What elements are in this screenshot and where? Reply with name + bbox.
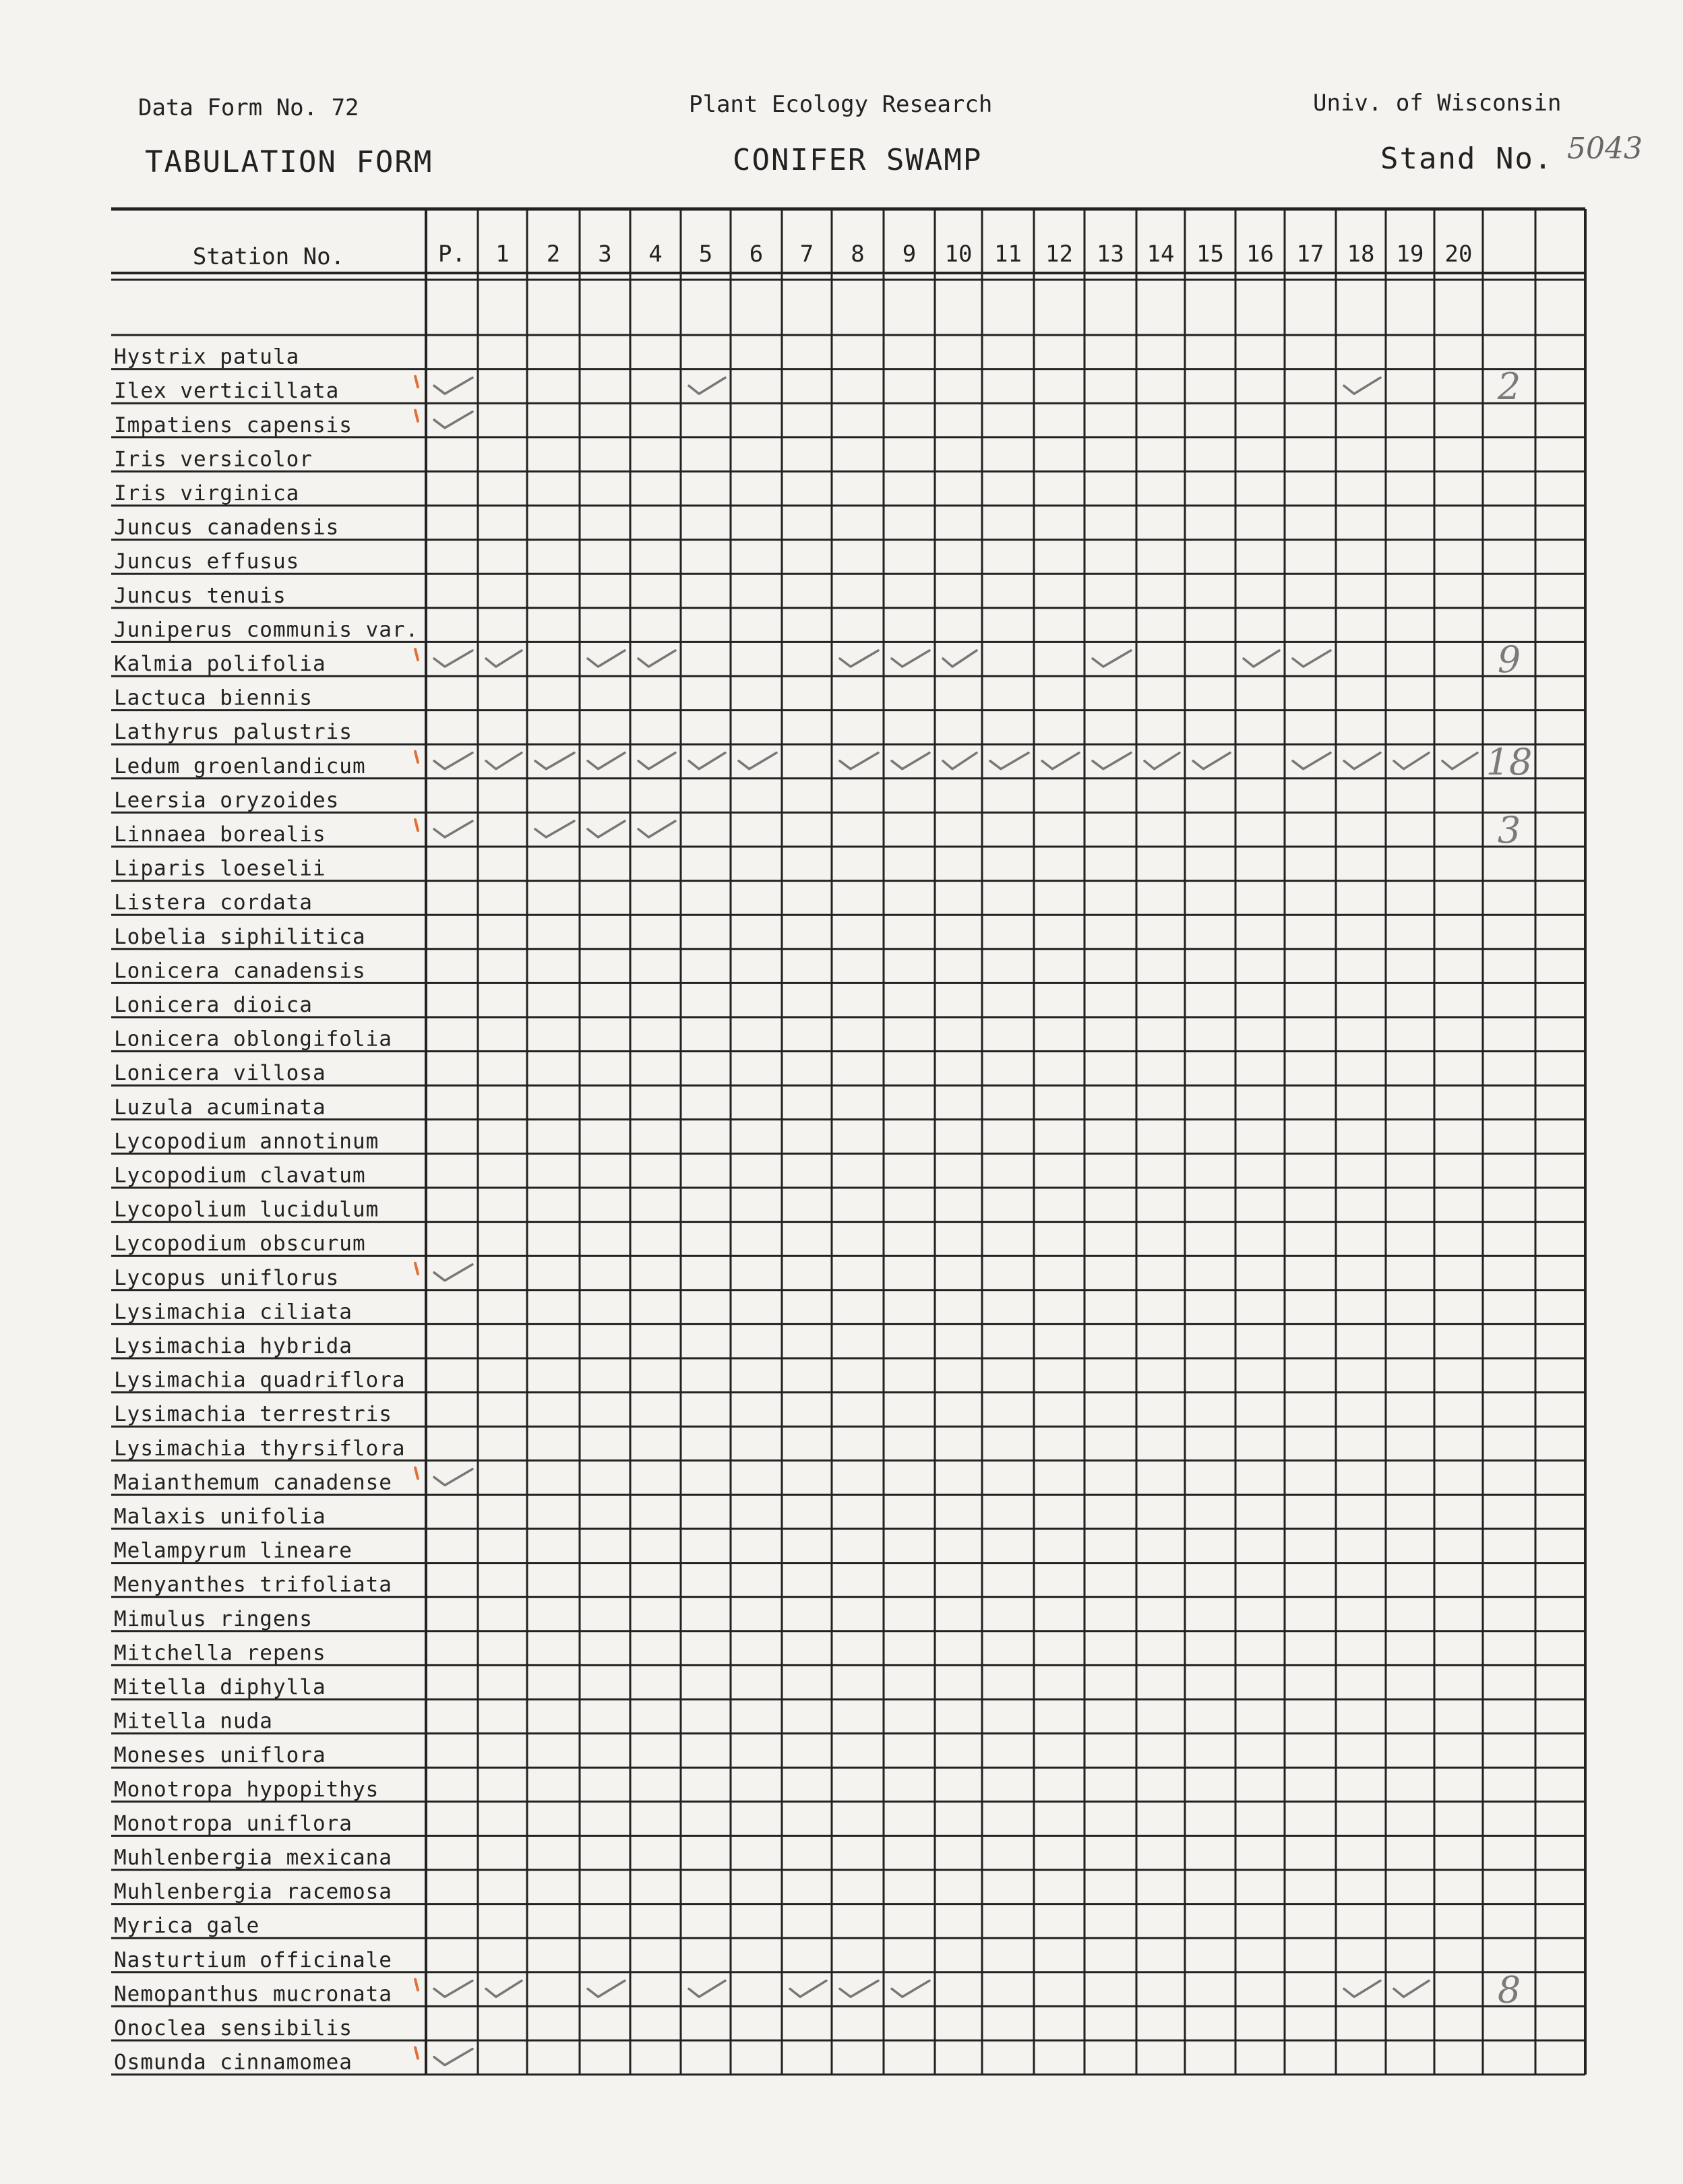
column-label-6: 6 [749,241,764,268]
research-title: Plant Ecology Research [689,91,993,118]
species-name: Myrica gale [114,1914,260,1939]
checkmark-icon [790,1980,826,1997]
checkmark-icon [588,821,625,837]
checkmark-icon [1344,1980,1380,1997]
species-name: Juncus canadensis [114,515,340,540]
checkmark-icon [990,753,1029,769]
species-name: Osmunda cinnamomea [114,2050,353,2075]
checkmark-icon [892,650,929,667]
species-name: Onoclea sensibilis [114,2016,353,2040]
checkmark-icon [434,1980,472,1997]
form-title: TABULATION FORM [145,145,433,179]
species-name: Lycopodium annotinum [114,1129,379,1154]
column-label-9: 9 [902,241,917,268]
column-label-17: 17 [1296,241,1324,268]
species-name: Maianthemum canadense [114,1470,392,1495]
column-label-13: 13 [1097,241,1124,268]
species-name: Leersia oryzoides [114,788,340,813]
form-number: Data Form No. 72 [138,94,359,121]
checkmark-icon [892,1980,929,1997]
community-title: CONIFER SWAMP [733,143,983,177]
checkmark-icon [892,753,929,769]
column-label-20: 20 [1444,241,1473,268]
red-pencil-mark [415,376,418,387]
species-name: Lonicera oblongifolia [114,1027,392,1052]
species-name: Kalmia polifolia [114,652,326,676]
species-name: Lycopodium obscurum [114,1232,366,1256]
column-label-15: 15 [1196,241,1224,268]
checkmark-icon [1244,650,1279,667]
species-name: Lycopodium clavatum [114,1163,366,1188]
species-name: Ledum groenlandicum [114,754,366,779]
species-name: Lycopolium lucidulum [114,1197,379,1222]
checkmark-icon [840,650,878,667]
checkmark-icon [840,753,878,769]
checkmark-icon [1193,753,1230,769]
species-name: Melampyrum lineare [114,1538,353,1563]
species-name: Moneses uniflora [114,1743,326,1768]
station-header: Station No. [192,243,345,270]
checkmark-icon [689,377,725,394]
checkmark-icon [434,753,472,769]
stand-number-value: 5043 [1567,131,1643,166]
species-name: Luzula acuminata [114,1095,326,1120]
red-pencil-mark [415,1979,418,1990]
species-name: Muhlenbergia mexicana [114,1846,392,1870]
column-label-11: 11 [994,241,1022,268]
species-name: Muhlenbergia racemosa [114,1879,392,1904]
checkmark-icon [1394,1980,1429,1997]
column-label-12: 12 [1045,241,1073,268]
checkmark-icon [434,412,472,428]
column-label-1: 1 [495,241,510,268]
checkmark-icon [434,821,472,837]
species-name: Lactuca biennis [114,686,313,710]
species-name: Nemopanthus mucronata [114,1982,392,2007]
species-name: Menyanthes trifoliata [114,1573,392,1598]
checkmark-icon [840,1980,878,1997]
checkmark-icon [638,650,675,667]
red-pencil-mark [415,752,418,762]
checkmark-icon [638,753,675,769]
species-name: Mitchella repens [114,1641,326,1666]
red-pencil-mark [415,411,418,421]
row-total: 3 [1497,809,1521,851]
species-name: Mitella diphylla [114,1675,326,1699]
column-label-2: 2 [546,241,561,268]
species-name: Juncus tenuis [114,583,286,608]
checkmark-icon [1093,650,1131,667]
stand-label: Stand No. [1380,142,1554,176]
red-pencil-mark [415,2048,418,2059]
species-name: Lysimachia hybrida [114,1334,353,1358]
species-name: Lonicera dioica [114,993,313,1017]
checkmark-icon [1394,753,1429,769]
species-name: Iris versicolor [114,447,313,472]
species-name: Mitella nuda [114,1709,273,1734]
checkmark-icon [739,753,776,769]
species-name: Lonicera canadensis [114,959,366,983]
university-name: Univ. of Wisconsin [1313,90,1562,117]
species-name: Liparis loeselii [114,856,326,881]
species-name: Listera cordata [114,890,313,915]
checkmark-icon [689,1980,725,1997]
column-label-19: 19 [1396,241,1424,268]
species-name: Lonicera villosa [114,1061,326,1086]
checkmark-icon [486,753,522,769]
checkmark-icon [486,650,522,667]
checkmark-icon [1042,753,1079,769]
checkmark-icon [535,821,574,837]
checkmark-icon [689,753,725,769]
checkmark-icon [588,650,625,667]
species-name: Monotropa hypopithys [114,1777,379,1802]
checkmark-icon [434,650,472,667]
species-name: Mimulus ringens [114,1606,313,1631]
species-name: Lysimachia quadriflora [114,1368,406,1393]
red-pencil-mark [415,1467,418,1478]
species-name: Malaxis unifolia [114,1505,326,1529]
species-name: Lysimachia terrestris [114,1402,392,1427]
checkmark-icon [588,1980,625,1997]
species-name: Impatiens capensis [114,413,353,437]
checkmark-icon [486,1980,522,1997]
checkmark-icon [1344,377,1380,394]
checkmark-icon [434,1265,472,1281]
species-name: Monotropa uniflora [114,1811,353,1836]
species-name: Ilex verticillata [114,379,340,404]
species-name: Juniperus communis var. [114,617,419,642]
checkmark-icon [434,2049,472,2065]
column-label-14: 14 [1146,241,1175,268]
red-pencil-mark [415,649,418,660]
species-name: Juncus effusus [114,549,300,574]
row-total: 2 [1497,365,1521,408]
checkmark-icon [943,650,977,667]
column-label-10: 10 [944,241,973,268]
species-name: Lysimachia thyrsiflora [114,1436,406,1461]
checkmark-icon [1144,753,1180,769]
red-pencil-mark [415,1263,418,1274]
checkmark-icon [943,753,977,769]
checkmark-icon [588,753,625,769]
column-label-P.: P. [438,241,466,268]
species-name: Hystrix patula [114,344,300,369]
checkmark-icon [638,821,675,837]
column-label-8: 8 [851,241,865,268]
checkmark-icon [1093,753,1131,769]
species-name: Nasturtium officinale [114,1947,392,1972]
species-name: Iris virginica [114,481,300,506]
checkmark-icon [535,753,574,769]
column-label-18: 18 [1347,241,1375,268]
red-pencil-mark [415,820,418,830]
checkmark-icon [1442,753,1477,769]
column-label-5: 5 [698,241,713,268]
column-label-7: 7 [799,241,814,268]
checkmark-icon [434,377,472,394]
checkmark-icon [434,1469,472,1485]
column-label-3: 3 [598,241,612,268]
row-total: 18 [1486,740,1533,783]
species-name: Lysimachia ciliata [114,1300,353,1325]
column-label-16: 16 [1246,241,1274,268]
checkmark-icon [1344,753,1380,769]
species-name: Lathyrus palustris [114,720,353,745]
checkmark-icon [1293,753,1330,769]
row-total: 8 [1497,1968,1521,2011]
row-total: 9 [1497,638,1521,681]
checkmark-icon [1293,650,1330,667]
species-name: Lobelia siphilitica [114,924,366,949]
species-name: Linnaea borealis [114,822,326,847]
species-name: Lycopus uniflorus [114,1265,340,1290]
column-label-4: 4 [648,241,663,268]
